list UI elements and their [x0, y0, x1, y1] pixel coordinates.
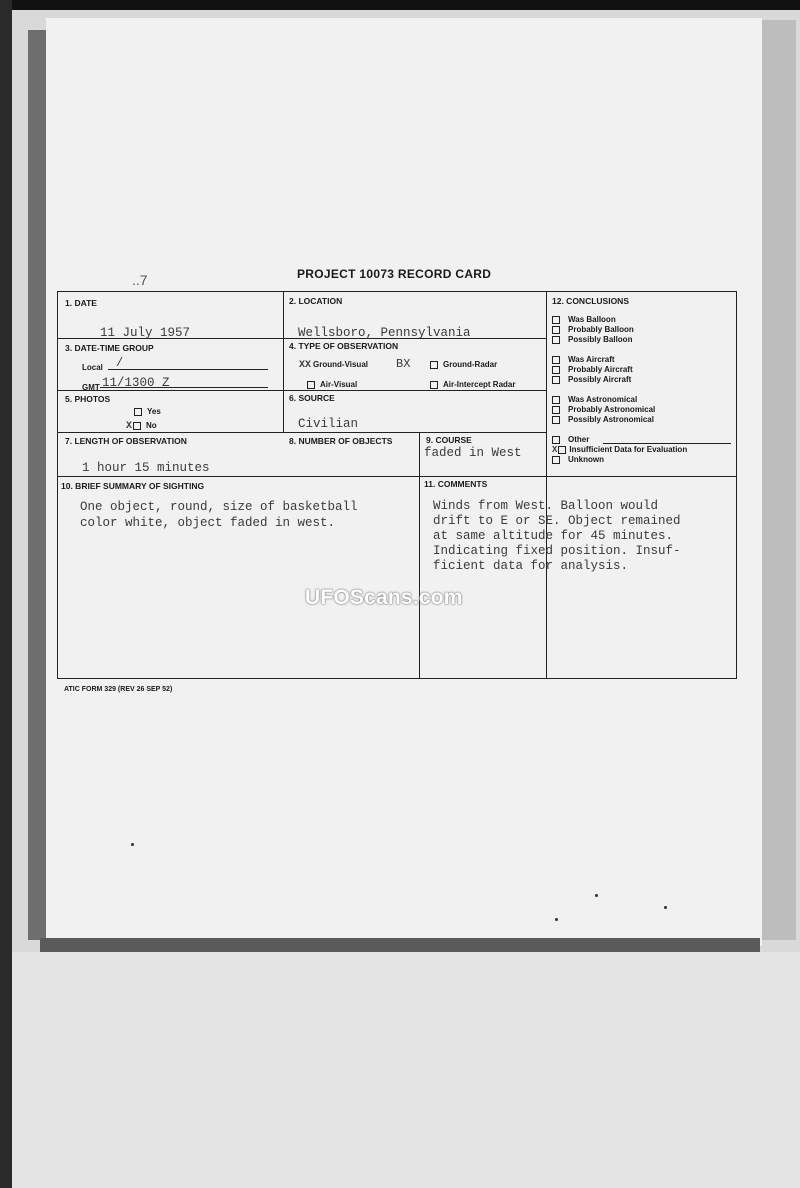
photos-no-check-mark: X [126, 421, 133, 432]
film-edge-top [0, 0, 800, 10]
divider-course-comments [419, 432, 420, 678]
was-astronomical-checkbox [552, 396, 560, 404]
possibly-astronomical-checkbox [552, 416, 560, 424]
conclusion-possibly-aircraft [552, 375, 631, 384]
type-of-observation-label: 4. TYPE OF OBSERVATION [289, 341, 399, 351]
conclusion-probably-balloon [552, 325, 634, 334]
possibly-balloon-text: Possibly Balloon [568, 335, 633, 344]
length-of-observation-value: 1 hour 15 minutes [82, 461, 210, 475]
conclusion-unknown [552, 455, 604, 464]
insufficient-data-checkbox [558, 446, 566, 454]
was-balloon-text: Was Balloon [568, 315, 616, 324]
page-shadow-right [760, 20, 796, 940]
probably-astronomical-text: Probably Astronomical [568, 405, 656, 414]
ground-visual-note: BX [396, 357, 411, 371]
photos-no-text: No [146, 421, 157, 430]
brief-summary-label: 10. BRIEF SUMMARY OF SIGHTING [61, 481, 205, 491]
conclusion-insufficient-data [552, 445, 687, 455]
insufficient-data-check-mark: X [552, 445, 558, 455]
source-label: 6. SOURCE [289, 393, 335, 403]
course-label: 9. COURSE [426, 435, 472, 445]
conclusion-other [552, 435, 589, 444]
other-checkbox [552, 436, 560, 444]
unknown-checkbox [552, 456, 560, 464]
course-value: faded in West [424, 446, 522, 460]
length-of-observation-label: 7. LENGTH OF OBSERVATION [65, 436, 187, 446]
speck [595, 894, 598, 897]
air-intercept-radar-text: Air-Intercept Radar [443, 380, 516, 389]
film-edge-left [0, 0, 12, 1188]
photos-option-no [126, 421, 157, 432]
date-time-group-label: 3. DATE-TIME GROUP [65, 343, 154, 353]
photos-yes-text: Yes [147, 407, 161, 416]
ground-radar-text: Ground-Radar [443, 360, 498, 369]
location-value: Wellsboro, Pennsylvania [298, 326, 471, 340]
speck [664, 906, 667, 909]
was-balloon-checkbox [552, 316, 560, 324]
possibly-balloon-checkbox [552, 336, 560, 344]
local-underline [108, 369, 268, 370]
conclusion-was-astronomical [552, 395, 637, 404]
location-label: 2. LOCATION [289, 296, 343, 306]
was-astronomical-text: Was Astronomical [568, 395, 638, 404]
row-divider-4 [58, 476, 737, 477]
option-air-intercept-radar [430, 380, 515, 389]
local-label: Local [82, 363, 103, 372]
local-value: / [116, 356, 124, 370]
brief-summary-line-2: color white, object faded in west. [80, 516, 336, 530]
divider-conclusions [546, 292, 547, 678]
form-number: ATIC FORM 329 (REV 26 SEP 52) [64, 686, 173, 693]
other-text: Other [568, 435, 590, 444]
photos-option-yes [134, 407, 161, 416]
conclusion-possibly-astronomical [552, 415, 654, 424]
watermark: UFOScans.com [305, 586, 463, 609]
date-label: 1. DATE [65, 298, 97, 308]
probably-aircraft-text: Probably Aircraft [568, 365, 633, 374]
probably-astronomical-checkbox [552, 406, 560, 414]
row-divider-2 [58, 390, 546, 391]
photos-yes-checkbox [134, 408, 142, 416]
was-aircraft-checkbox [552, 356, 560, 364]
speck [131, 843, 134, 846]
possibly-aircraft-checkbox [552, 376, 560, 384]
ground-radar-checkbox [430, 361, 438, 369]
other-underline [603, 443, 731, 444]
record-card-form [57, 291, 737, 679]
card-title: PROJECT 10073 RECORD CARD [297, 267, 492, 281]
option-ground-visual [299, 360, 368, 371]
source-value: Civilian [298, 417, 359, 431]
probably-balloon-text: Probably Balloon [568, 325, 634, 334]
conclusion-was-balloon [552, 315, 616, 324]
comments-line-4: Indicating fixed position. Insuf- [433, 544, 681, 558]
row-divider-3 [58, 432, 546, 433]
conclusion-possibly-balloon [552, 335, 632, 344]
gmt-label: GMT [82, 383, 100, 392]
insufficient-data-text: Insufficient Data for Evaluation [569, 445, 688, 454]
air-intercept-radar-checkbox [430, 381, 438, 389]
comments-line-2: drift to E or SE. Object remained [433, 514, 681, 528]
date-value: 11 July 1957 [100, 326, 191, 340]
air-visual-checkbox [307, 381, 315, 389]
ground-visual-text: Ground-Visual [313, 360, 368, 369]
brief-summary-line-1: One object, round, size of basketball [80, 500, 358, 514]
gmt-underline [100, 387, 268, 388]
divider-col-2 [283, 292, 284, 432]
handwritten-scrawl: ..7 [132, 272, 148, 288]
conclusion-probably-astronomical [552, 405, 655, 414]
was-aircraft-text: Was Aircraft [568, 355, 615, 364]
option-ground-radar [430, 360, 497, 369]
number-of-objects-label: 8. NUMBER OF OBJECTS [289, 436, 393, 446]
scan-background [12, 952, 800, 1188]
comments-label: 11. COMMENTS [424, 479, 488, 489]
possibly-astronomical-text: Possibly Astronomical [568, 415, 654, 424]
conclusions-label: 12. CONCLUSIONS [552, 296, 629, 306]
unknown-text: Unknown [568, 455, 604, 464]
page-shadow-bottom [40, 938, 760, 952]
comments-line-1: Winds from West. Balloon would [433, 499, 659, 513]
comments-line-3: at same altitude for 45 minutes. [433, 529, 674, 543]
air-visual-text: Air-Visual [320, 380, 358, 389]
option-air-visual [307, 380, 357, 389]
probably-balloon-checkbox [552, 326, 560, 334]
possibly-aircraft-text: Possibly Aircraft [568, 375, 632, 384]
conclusion-probably-aircraft [552, 365, 633, 374]
conclusion-was-aircraft [552, 355, 615, 364]
ground-visual-check-mark: XX [299, 360, 312, 371]
photos-no-checkbox [133, 422, 141, 430]
photos-label: 5. PHOTOS [65, 394, 111, 404]
comments-line-5: ficient data for analysis. [433, 559, 629, 573]
gmt-value: 11/1300 Z [102, 376, 170, 390]
probably-aircraft-checkbox [552, 366, 560, 374]
speck [555, 918, 558, 921]
